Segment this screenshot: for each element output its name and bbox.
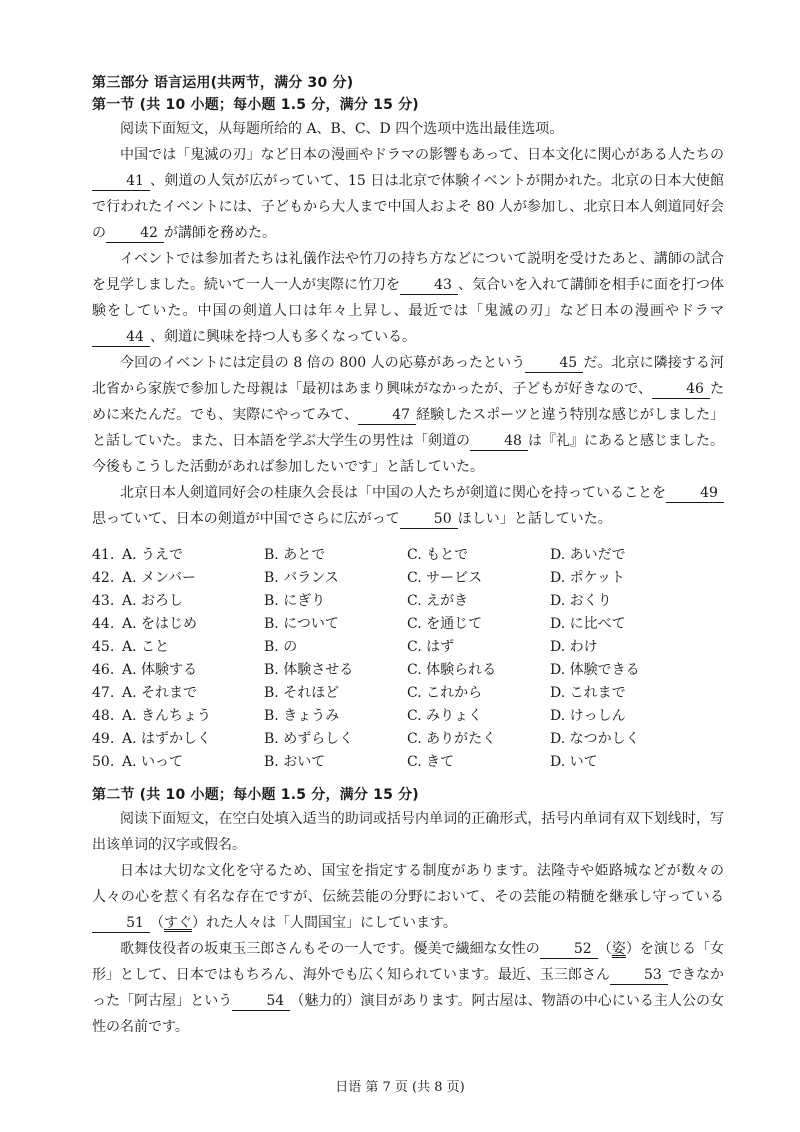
option-row bbox=[92, 705, 640, 728]
option-c: C. サービス bbox=[407, 570, 483, 586]
option-b: B. きょうみ bbox=[264, 708, 340, 724]
option-a: A. をはじめ bbox=[122, 616, 198, 632]
option-b: B. おいて bbox=[264, 754, 326, 770]
option-a: A. メンバー bbox=[122, 570, 197, 586]
passage-one-paragraph-3: 今回のイベントには定員の 8 倍の 800 人の応募があったという 45 だ。北京に隣接する河北省から家族で参加した母親は「最初はあまり興味がなかったが、子どもが好きなので、 46 ために来たんだ。でも、実際にやってみて、 47 経験したスポーツと違う特別な感じがしました」と話していた。また、日本語を学ぶ大学生の男性は「剣道の 48 は『礼』にあると感じました。今後もこうした活動があれば参加したいです」と話していた。 bbox=[92, 355, 725, 475]
passage-one-paragraph-2: イベントでは参加者たちは礼儀作法や竹刀の持ち方などについて説明を受けたあと、講師の試合を見学しました。続いて一人一人が実際に竹刀を 43 、気合いを入れて講師を相手に面を打つ体験をしていた。中国の剣道人口は年々上昇し、最近では「鬼滅の刃」など日本の漫画やドラマ44 、剣道に興味を持つ人も多くなっている。 bbox=[92, 251, 724, 345]
blank-51: 51 bbox=[92, 914, 150, 933]
question-number: 46. bbox=[92, 662, 115, 678]
option-b: B. バランス bbox=[264, 570, 339, 586]
option-b: B. の bbox=[264, 639, 298, 655]
option-d: D. に比べて bbox=[550, 616, 626, 632]
blank-45: 45 bbox=[525, 354, 583, 373]
option-d: D. なつかしく bbox=[550, 731, 640, 747]
blank-43: 43 bbox=[400, 276, 458, 295]
option-d: D. 体験できる bbox=[550, 662, 640, 678]
option-c: C. はず bbox=[407, 639, 455, 655]
option-c: C. を通じて bbox=[407, 616, 483, 632]
blank-52: 52 bbox=[540, 940, 598, 959]
section-two-title: 第二节 (共 10 小题；每小题 1.5 分，满分 15 分) bbox=[92, 787, 419, 803]
option-c: C. 体験られる bbox=[407, 662, 497, 678]
option-d: D. あいだで bbox=[550, 547, 626, 563]
question-number: 41. bbox=[92, 547, 115, 563]
option-d: D. いて bbox=[550, 754, 598, 770]
blank-49: 49 bbox=[666, 484, 724, 503]
option-row bbox=[92, 613, 640, 636]
option-a: A. はずかしく bbox=[122, 731, 212, 747]
option-c: C. これから bbox=[407, 685, 483, 701]
blank-42: 42 bbox=[106, 224, 164, 243]
page-content bbox=[92, 72, 724, 1040]
section-one-instruction: 阅读下面短文，从每题所给的 A、B、C、D 四个选项中选出最佳选项。 bbox=[120, 121, 564, 137]
option-d: D. これまで bbox=[550, 685, 626, 701]
option-row bbox=[92, 659, 640, 682]
option-c: C. えがき bbox=[407, 593, 469, 609]
options-table bbox=[92, 544, 640, 774]
option-a: A. きんちょう bbox=[122, 708, 212, 724]
option-row bbox=[92, 590, 640, 613]
option-c: C. もとで bbox=[407, 547, 469, 563]
question-number: 48. bbox=[92, 708, 115, 724]
blank-47: 47 bbox=[358, 406, 416, 425]
passage-one-paragraph-1: 中国では「鬼滅の刃」など日本の漫画やドラマの影響もあって、日本文化に関心がある人たちの41 、剣道の人気が広がっていて、15 日は北京で体験イベントが開かれた。北京の日本大使館で行われたイベントには、子どもから大人まで中国人およそ 80 人が参加し、北京日本人剣道同好会の 42 が講師を務めた。 bbox=[92, 147, 724, 241]
question-number: 49. bbox=[92, 731, 115, 747]
blank-50: 50 bbox=[400, 510, 458, 529]
option-b: B. について bbox=[264, 616, 339, 632]
page-footer: 日语 第 7 页 (共 8 页) bbox=[335, 1080, 465, 1095]
hint-51-word: すぐ bbox=[164, 915, 192, 931]
option-b: B. めずらしく bbox=[264, 731, 354, 747]
section-two-instruction: 阅读下面短文，在空白处填入适当的助词或括号内单词的正确形式，括号内单词有双下划线时，写出该单词的汉字或假名。 bbox=[92, 811, 724, 853]
section-one-title: 第一节 (共 10 小题；每小题 1.5 分，满分 15 分) bbox=[92, 97, 419, 113]
blank-46: 46 bbox=[652, 380, 710, 399]
option-a: A. おろし bbox=[122, 593, 184, 609]
passage-two-paragraph-1: 日本は大切な文化を守るため、国宝を指定する制度があります。法隆寺や姫路城などが数々の人々の心を惹く有名な存在ですが、伝統芸能の分野において、その芸能の精髄を継承し守っている51 （すぐ）れた人々は「人間国宝」にしています。 bbox=[92, 863, 724, 931]
option-d: D. わけ bbox=[550, 639, 598, 655]
option-row bbox=[92, 728, 640, 751]
option-b: B. あとで bbox=[264, 547, 326, 563]
option-a: A. 体験する bbox=[122, 662, 198, 678]
option-a: A. こと bbox=[122, 639, 170, 655]
question-number: 47. bbox=[92, 685, 115, 701]
option-c: C. みりょく bbox=[407, 708, 483, 724]
hint-54-word: （魅力的） bbox=[290, 993, 361, 1009]
option-d: D. ポケット bbox=[550, 570, 625, 586]
option-d: D. けっしん bbox=[550, 708, 626, 724]
option-row bbox=[92, 544, 640, 567]
option-row bbox=[92, 567, 640, 590]
blank-44: 44 bbox=[92, 328, 150, 347]
question-number: 43. bbox=[92, 593, 115, 609]
question-number: 44. bbox=[92, 616, 115, 632]
option-b: B. 体験させる bbox=[264, 662, 354, 678]
blank-41: 41 bbox=[92, 172, 150, 191]
option-a: A. うえで bbox=[122, 547, 184, 563]
option-c: C. きて bbox=[407, 754, 455, 770]
passage-two-paragraph-2: 歌舞伎役者の坂東玉三郎さんもその一人です。優美で繊細な女性の 52 （姿）を演じる「女形」として、日本ではもちろん、海外でも広く知られています。最近、玉三郎さん 53 できなかった「阿古屋」という 54 （魅力的）演目があります。阿古屋は、物語の中心にいる主人公の女性の名前です。 bbox=[92, 941, 725, 1035]
blank-48: 48 bbox=[470, 432, 528, 451]
option-d: D. おくり bbox=[550, 593, 612, 609]
question-number: 50. bbox=[92, 754, 115, 770]
option-b: B. それほど bbox=[264, 685, 340, 701]
passage-one-paragraph-4: 北京日本人剣道同好会の桂康久会長は「中国の人たちが剣道に関心を持っていることを 49思っていて、日本の剣道が中国でさらに広がって 50 ほしい」と話していた。 bbox=[92, 480, 724, 532]
question-number: 45. bbox=[92, 639, 115, 655]
option-row bbox=[92, 751, 640, 774]
blank-53: 53 bbox=[610, 966, 668, 985]
question-number: 42. bbox=[92, 570, 115, 586]
option-row bbox=[92, 636, 640, 659]
option-b: B. にぎり bbox=[264, 593, 326, 609]
part-three-title: 第三部分 语言运用(共两节，满分 30 分) bbox=[92, 75, 354, 91]
option-c: C. ありがたく bbox=[407, 731, 497, 747]
blank-54: 54 bbox=[232, 992, 290, 1011]
option-row bbox=[92, 682, 640, 705]
options-body bbox=[92, 544, 640, 774]
hint-52-word: 姿 bbox=[611, 941, 626, 957]
option-a: A. いって bbox=[122, 754, 184, 770]
option-a: A. それまで bbox=[122, 685, 198, 701]
